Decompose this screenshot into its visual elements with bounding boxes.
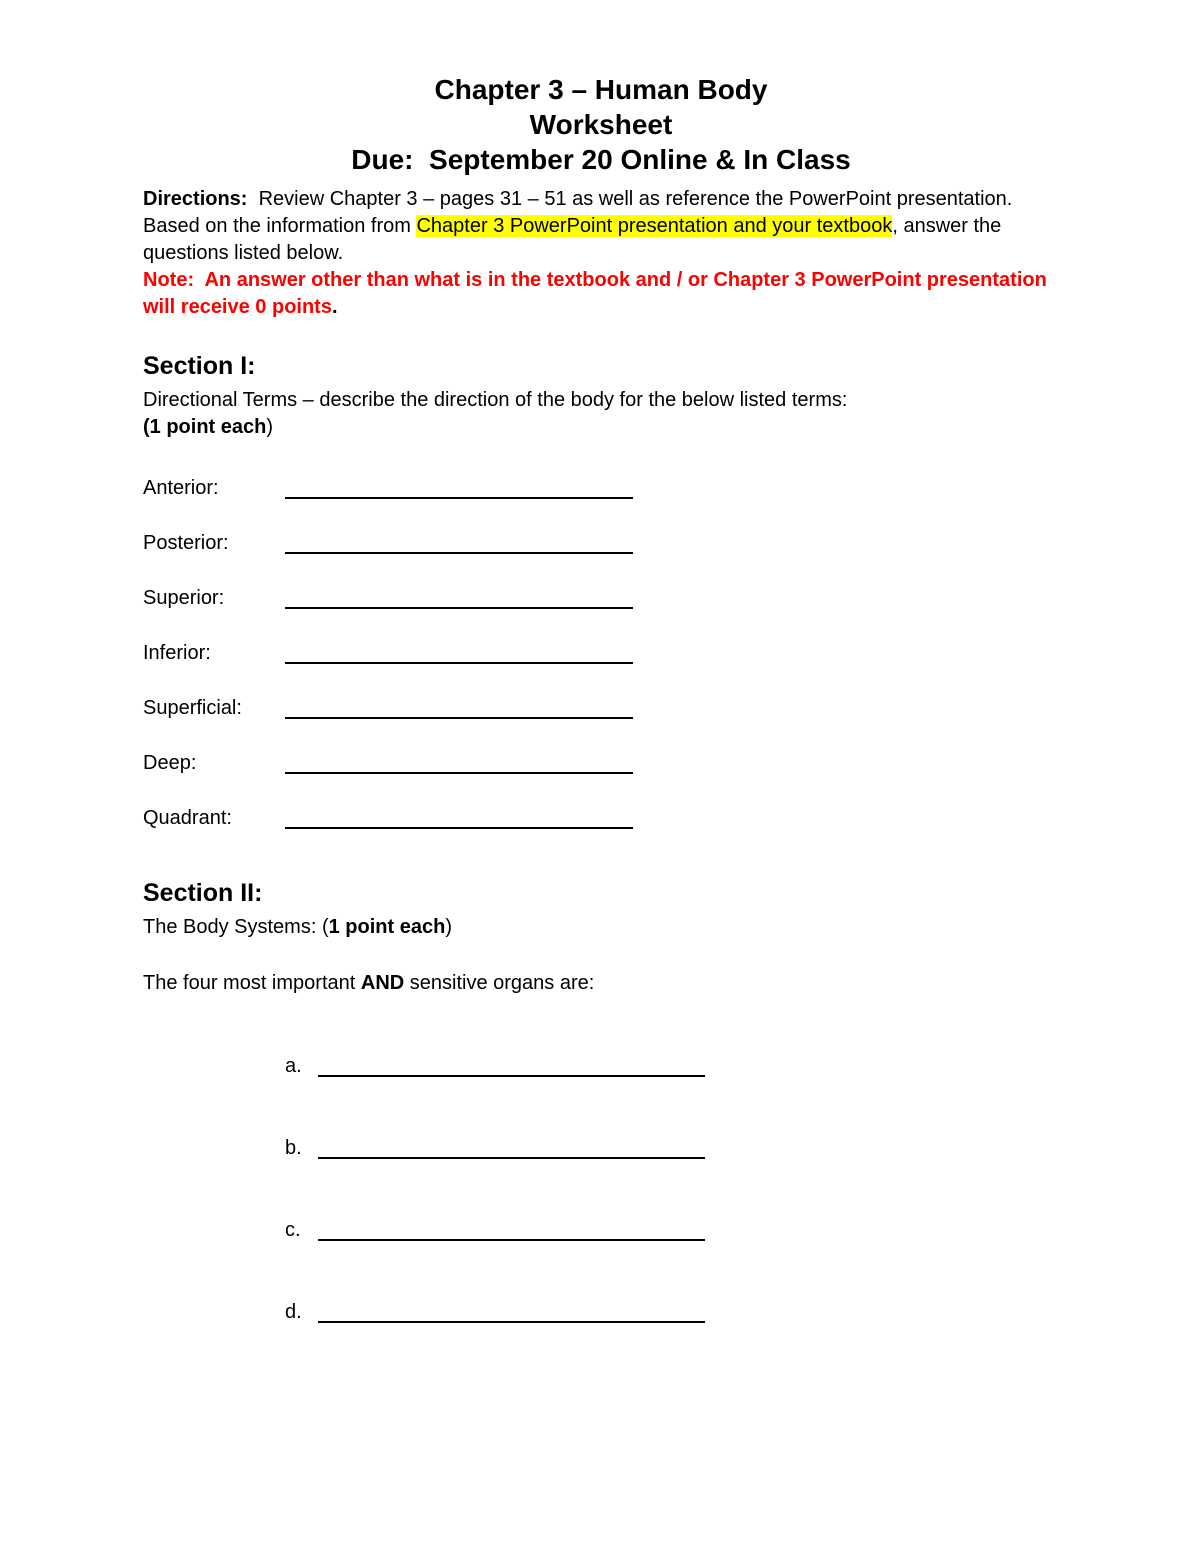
term-label: Deep: — [143, 752, 197, 774]
organ-row-c — [285, 1217, 1059, 1244]
worksheet-title — [143, 72, 1059, 177]
note-period: . — [331, 296, 338, 318]
organ-item-label: c. — [285, 1219, 301, 1241]
organ-row-b — [285, 1135, 1059, 1162]
answer-blank — [285, 827, 633, 829]
term-label: Superficial: — [143, 697, 242, 719]
term-label: Posterior: — [143, 532, 229, 554]
term-row-anterior — [143, 475, 1059, 502]
section-1-description: Directional Terms – describe the direction of the body for the below listed terms: — [143, 389, 848, 411]
term-row-quadrant — [143, 805, 1059, 832]
answer-blank — [318, 1075, 705, 1077]
directional-terms-list — [143, 475, 1059, 832]
title-line-chapter: Chapter 3 – Human Body — [434, 74, 768, 105]
answer-blank — [285, 772, 633, 774]
directions-paragraph — [143, 186, 1059, 267]
title-line-worksheet: Worksheet — [529, 109, 673, 140]
directions-text-after: , answer the questions listed below. — [143, 215, 1007, 264]
answer-blank — [285, 717, 633, 719]
note-paragraph — [143, 267, 1059, 321]
section-2-intro-bold: 1 point each — [328, 916, 446, 938]
answer-blank — [318, 1321, 705, 1323]
answer-blank — [285, 662, 633, 664]
organ-row-d — [285, 1299, 1059, 1326]
answer-blank — [285, 607, 633, 609]
organ-item-label: d. — [285, 1301, 302, 1323]
section-2-intro-close: ) — [445, 916, 452, 938]
directions-text-before: Review Chapter 3 – pages 31 – 51 as well as reference the PowerPoint presentation. Based on the information from — [143, 188, 1024, 237]
question-text-before: The four most important — [143, 972, 361, 994]
answer-blank — [318, 1239, 705, 1241]
term-row-posterior — [143, 530, 1059, 557]
term-label: Superior: — [143, 587, 225, 609]
term-row-deep — [143, 750, 1059, 777]
directions-label: Directions: — [143, 188, 248, 210]
section-2-intro-plain: The Body Systems: ( — [143, 916, 329, 938]
organs-list — [143, 1053, 1059, 1326]
highlighted-text: Chapter 3 PowerPoint presentation and your textbook — [416, 215, 893, 237]
term-row-superior — [143, 585, 1059, 612]
section-1-points-close: ) — [266, 416, 274, 438]
section-1-heading: Section I: — [143, 352, 256, 380]
answer-blank — [285, 497, 633, 499]
section-1-points-bold: (1 point each — [143, 416, 267, 438]
section-2-intro — [143, 914, 1059, 941]
term-label: Inferior: — [143, 642, 211, 664]
section-2-heading: Section II: — [143, 879, 263, 907]
organ-row-a — [285, 1053, 1059, 1080]
answer-blank — [285, 552, 633, 554]
section-2-question — [143, 970, 1059, 997]
organ-item-label: a. — [285, 1055, 302, 1077]
term-row-inferior — [143, 640, 1059, 667]
question-text-after: sensitive organs are: — [404, 972, 595, 994]
term-label: Quadrant: — [143, 807, 232, 829]
section-1-points — [143, 414, 1059, 441]
title-line-due: Due: September 20 Online & In Class — [351, 144, 851, 175]
organ-item-label: b. — [285, 1137, 302, 1159]
answer-blank — [318, 1157, 705, 1159]
question-text-bold: AND — [360, 972, 405, 994]
term-row-superficial — [143, 695, 1059, 722]
note-text: Note: An answer other than what is in the textbook and / or Chapter 3 PowerPoint presentation will receive 0 points — [143, 269, 1053, 318]
term-label: Anterior: — [143, 477, 219, 499]
